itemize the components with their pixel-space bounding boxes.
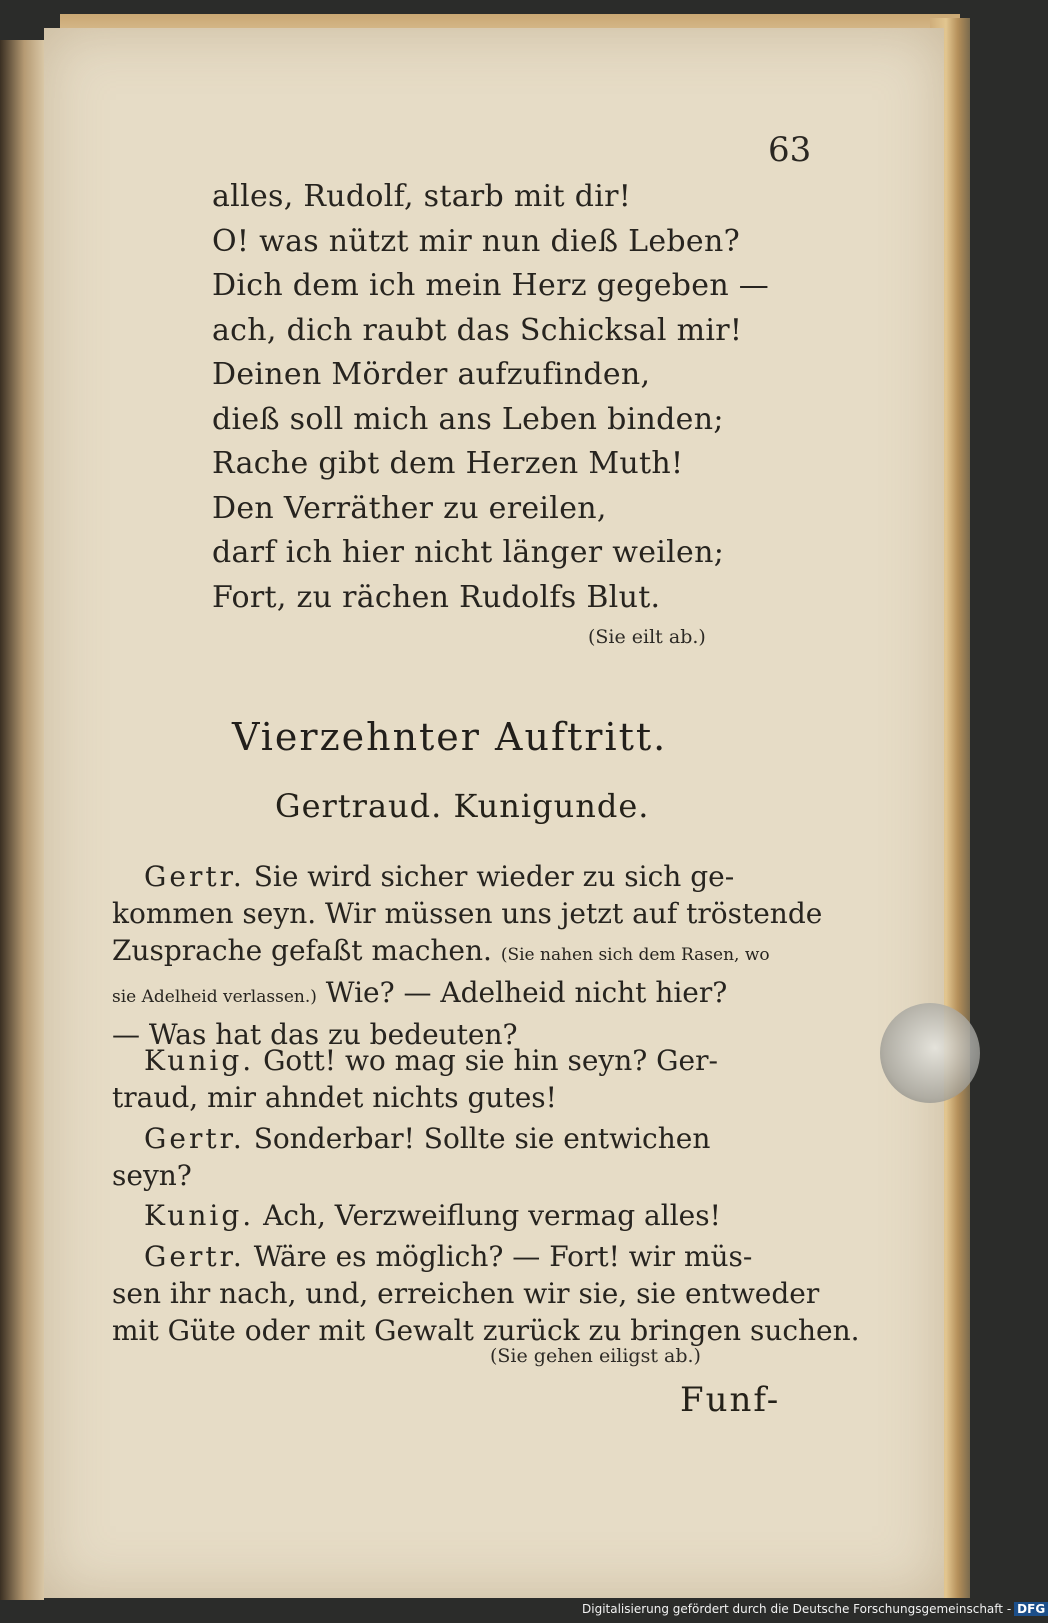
speech-line: mit Güte oder mit Gewalt zurück zu bringen suchen. xyxy=(112,1314,860,1347)
exit-stage-direction: (Sie gehen eiligst ab.) xyxy=(490,1345,701,1367)
speech-text: Ach, Verzweiflung vermag alles! xyxy=(263,1199,721,1232)
verse-line: dieß soll mich ans Leben binden; xyxy=(212,401,724,437)
speech-line: traud, mir ahndet nichts gutes! xyxy=(112,1081,557,1114)
speech-line xyxy=(112,1197,780,1234)
scene-title: Vierzehnter Auftritt. xyxy=(232,715,668,759)
speaker-name: Kunig. xyxy=(144,1199,255,1232)
exit-stage-direction: (Sie eilt ab.) xyxy=(588,626,706,648)
verse-line: Dich dem ich mein Herz gegeben — xyxy=(212,268,770,303)
speech-line xyxy=(112,1120,780,1157)
speaker-name: Gertr. xyxy=(144,1122,245,1155)
speech-block xyxy=(112,1238,860,1349)
credit-text: Digitalisierung gefördert durch die Deutsche Forschungsgemeinschaft - xyxy=(582,1602,1012,1616)
verse-line: alles, Rudolf, starb mit dir! xyxy=(212,179,632,214)
scanner-thumb-icon xyxy=(880,1003,980,1103)
speaker-name: Gertr. xyxy=(144,860,245,893)
inline-stage-direction: sie Adelheid verlassen.) xyxy=(112,987,317,1007)
speech-text: Sie wird sicher wieder zu sich ge- xyxy=(253,860,735,893)
speech-text: Wäre es möglich? — Fort! wir müs- xyxy=(253,1240,753,1273)
speech-line xyxy=(112,974,780,1016)
speaker-name: Gertr. xyxy=(144,1240,245,1273)
verse-line: Fort, zu rächen Rudolfs Blut. xyxy=(212,579,661,615)
speech-text: Gott! wo mag sie hin seyn? Ger- xyxy=(263,1044,718,1077)
verse-line: darf ich hier nicht länger weilen; xyxy=(212,535,725,570)
verse-line: Deinen Mörder aufzufinden, xyxy=(212,357,651,392)
speech-line: — Was hat das zu bedeuten? xyxy=(112,1018,518,1051)
speech-line: seyn? xyxy=(112,1159,192,1192)
speech-line xyxy=(112,858,780,895)
page-number: 63 xyxy=(768,130,812,170)
digitization-credit xyxy=(582,1602,1048,1616)
verse-line: Den Verräther zu ereilen, xyxy=(212,490,607,526)
speech-line xyxy=(112,1042,780,1079)
verse-line: ach, dich raubt das Schicksal mir! xyxy=(212,312,743,348)
book-spine xyxy=(0,40,44,1600)
speech-line: kommen seyn. Wir müssen uns jetzt auf tröstende xyxy=(112,897,823,930)
speech-line xyxy=(112,932,780,974)
speech-block xyxy=(112,1042,780,1116)
speech-line: sen ihr nach, und, erreichen wir sie, sie entweder xyxy=(112,1277,820,1310)
verse-line: O! was nützt mir nun dieß Leben? xyxy=(212,223,740,259)
speech-text: Wie? — Adelheid nicht hier? xyxy=(325,976,728,1009)
catchword: Funf- xyxy=(680,1380,781,1420)
speech-block xyxy=(112,1197,780,1234)
speech-text: Sonderbar! Sollte sie entwichen xyxy=(253,1122,711,1155)
speech-block xyxy=(112,1120,780,1194)
speech-block xyxy=(112,858,823,1053)
scene-characters: Gertraud. Kunigunde. xyxy=(275,787,650,825)
verse-block xyxy=(212,175,772,620)
speech-line xyxy=(112,1238,780,1275)
speech-text: Zusprache gefaßt machen. xyxy=(112,934,492,967)
speaker-name: Kunig. xyxy=(144,1044,255,1077)
verse-line: Rache gibt dem Herzen Muth! xyxy=(212,446,684,481)
inline-stage-direction: (Sie nahen sich dem Rasen, wo xyxy=(500,945,770,965)
dfg-logo: DFG xyxy=(1014,1602,1048,1616)
